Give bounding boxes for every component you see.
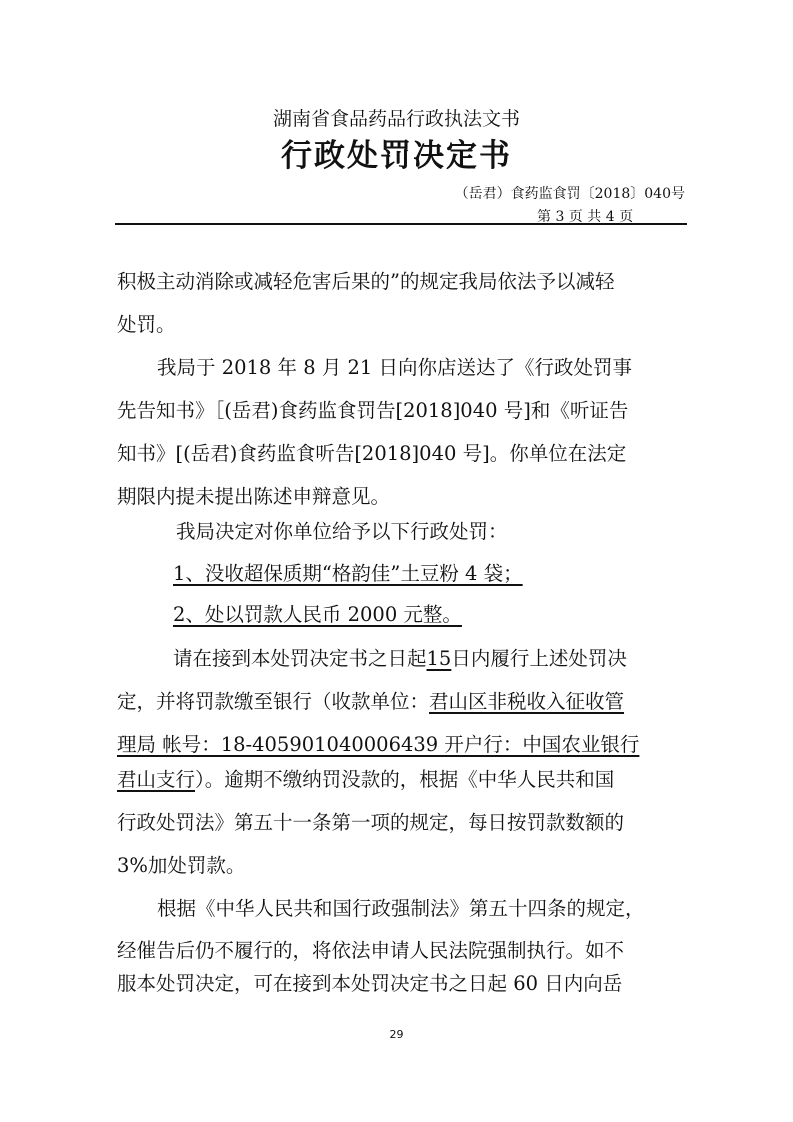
body-line: 经催告后仍不履行的，将依法申请人民法院强制执行。如不 bbox=[117, 939, 625, 962]
bank-branch: 君山支行 bbox=[117, 768, 196, 791]
body-line: 行政处罚法》第五十一条第一项的规定，每日按罚款数额的 bbox=[117, 811, 625, 834]
document-title: 行政处罚决定书 bbox=[281, 138, 512, 174]
body-text: ）。逾期不缴纳罚没款的，根据《中华人民共和国 bbox=[195, 768, 615, 791]
bank-account-line: 理局 帐号：18-405901040006439 开户行：中国农业银行 bbox=[117, 733, 640, 756]
page-info: 第 3 页 共 4 页 bbox=[537, 209, 634, 225]
page-number: 29 bbox=[389, 1028, 404, 1041]
body-text: 日内履行上述处罚决 bbox=[451, 647, 627, 670]
body-line: 知书》[(岳君)食药监食听告[2018]040 号]。你单位在法定 bbox=[117, 442, 627, 465]
deadline-days: 15 bbox=[426, 647, 452, 670]
body-line: 先告知书》［(岳君)食药监食罚告[2018]040 号]和《听证告 bbox=[117, 399, 629, 422]
body-line: 期限内提未提出陈述申辩意见。 bbox=[117, 485, 391, 508]
body-line: 3%加处罚款。 bbox=[117, 854, 246, 877]
document-header: 湖南省食品药品行政执法文书 bbox=[272, 108, 520, 130]
body-line: 根据《中华人民共和国行政强制法》第五十四条的规定， bbox=[157, 897, 645, 920]
body-line bbox=[173, 647, 627, 671]
body-line: 积极主动消除或减轻危害后果的”的规定我局依法予以减轻 bbox=[117, 270, 615, 293]
body-line: 处罚。 bbox=[117, 313, 176, 336]
body-line: 我局决定对你单位给予以下行政处罚： bbox=[176, 520, 508, 543]
body-text: 请在接到本处罚决定书之日起 bbox=[173, 647, 427, 670]
document-number: （岳君）食药监食罚〔2018〕040号 bbox=[454, 186, 685, 202]
penalty-item-2: 2、处以罚款人民币 2000 元整。 bbox=[173, 603, 462, 626]
body-line: 服本处罚决定，可在接到本处罚决定书之日起 60 日内向岳 bbox=[117, 972, 623, 995]
body-line bbox=[117, 768, 614, 792]
body-text: 定，并将罚款缴至银行（收款单位： bbox=[117, 690, 430, 713]
body-line: 我局于 2018 年 8 月 21 日向你店送达了《行政处罚事 bbox=[157, 356, 633, 379]
header-divider bbox=[115, 223, 687, 225]
penalty-item-1: 1、没收超保质期“格韵佳”土豆粉 4 袋； bbox=[173, 562, 523, 585]
payee-name: 君山区非税收入征收管 bbox=[429, 690, 625, 713]
body-line bbox=[117, 690, 624, 714]
